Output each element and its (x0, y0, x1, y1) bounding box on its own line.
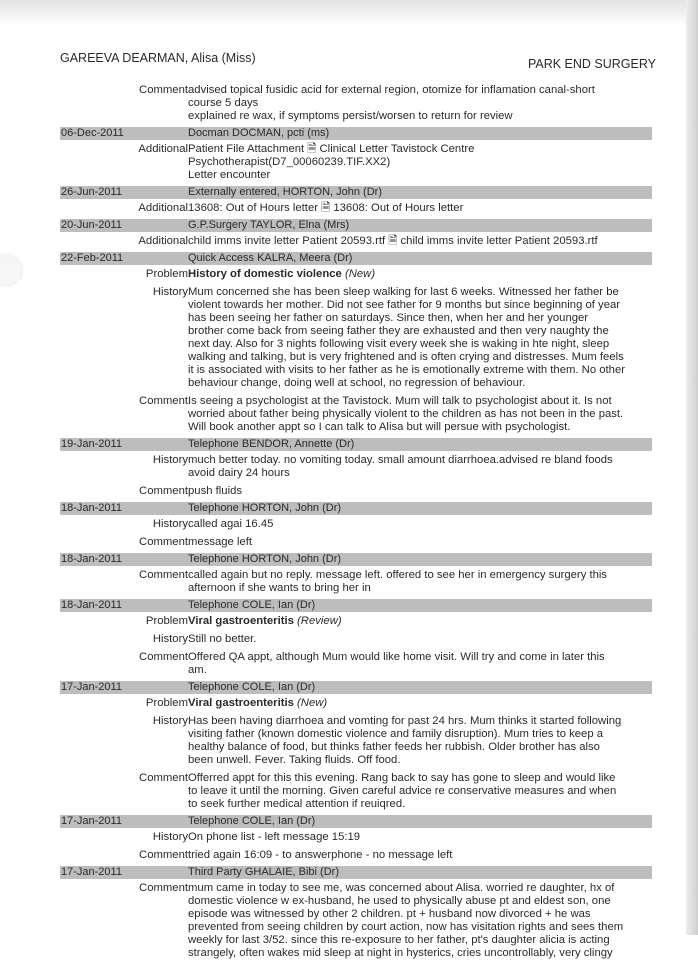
record-entry (60, 186, 652, 217)
row-text (188, 849, 652, 862)
entry-author: Telephone BENDOR, Annette (Dr) (188, 438, 355, 450)
entry-author: Telephone HORTON, John (Dr) (188, 502, 342, 514)
row-label: Comment (139, 651, 188, 663)
scan-shadow-top (0, 0, 698, 26)
row-text (188, 143, 652, 182)
record-entry (60, 502, 652, 551)
row-text-content: Has been having diarrhoea and vomting for past 24 hrs. Mum thinks it started following visiting father (known domestic violence and family disruption). Mum tries to keep a healthy balance of food, but thinks father feeds her rubbish. Older brother has also been unwell. Fever. Taking fluids. Off food. (188, 715, 622, 766)
entry-author: Externally entered, HORTON, John (Dr) (188, 186, 382, 198)
row-text-content: Patient File Attachment 🗎 Clinical Letter Tavistock Centre Psychotherapist(D7_00060239.TIF.XX2) Letter encounter (188, 143, 475, 181)
entry-row-comment (60, 648, 652, 679)
entry-date: 17-Jan-2011 (61, 815, 122, 827)
entry-row-history (60, 515, 652, 533)
row-label: History (152, 518, 188, 530)
row-text-content: Viral gastroenteritis (188, 615, 294, 627)
row-text (188, 715, 652, 767)
row-text (188, 569, 652, 595)
entry-row-history (60, 712, 652, 769)
entry-row-comment (60, 533, 652, 551)
row-text-content: called agai 16.45 (188, 518, 274, 530)
row-text (188, 518, 652, 531)
entry-row-comment (60, 566, 652, 597)
record-entry (60, 219, 652, 250)
row-label: History (152, 286, 188, 298)
row-label: Comment (139, 84, 188, 96)
row-text (188, 235, 652, 248)
entry-row-history (60, 630, 652, 648)
row-text-content: message left (188, 536, 253, 548)
record-entry (60, 599, 652, 679)
problem-status: (New) (297, 697, 328, 709)
row-label: Problem (145, 268, 188, 280)
row-label: Comment (139, 882, 188, 894)
row-text-content: 13608: Out of Hours letter 🗎 13608: Out of Hours letter (188, 202, 464, 214)
row-label: Problem (145, 697, 188, 709)
row-label: Comment (139, 485, 188, 497)
punch-hole (0, 255, 22, 285)
row-text-content: Offered QA appt, although Mum would like home visit. Will try and come in later this am. (188, 651, 605, 676)
problem-status: (Review) (297, 615, 342, 627)
problem-status: (New) (344, 268, 376, 280)
row-text (188, 202, 652, 215)
row-text-content: Is seeing a psychologist at the Tavistock. Mum will talk to psychologist about it. Is not worried about father being physically violent to the children as has not been in the past. Will book another appt so I can talk to Alisa but will persue with psychologist. (188, 395, 624, 433)
row-text (188, 454, 652, 480)
row-text-content: much better today. no vomiting today. small amount diarrhoea.advised re bland foods avoid dairy 24 hours (188, 454, 613, 479)
entry-row-comment (60, 482, 652, 500)
entry-date: 17-Jan-2011 (61, 681, 122, 693)
entry-author: Telephone HORTON, John (Dr) (188, 553, 342, 565)
row-text-content: mum came in today to see me, was concerned about Alisa. worried re daughter, hx of domestic violence w ex-husband, he used to physically abuse pt and eldest son, one episode was witnessed by other 2 children. pt + husband now divorced + he was prevented from seeing children by court action, now has visitation rights and sees them weekly for last 3/52. since this re-exposure to her father, pt's daughter alicia is acting strangely, often wakes mid sleep at night in hysterics, cries uncontrollably, very clingy (188, 882, 624, 959)
record-entry (60, 866, 652, 962)
row-label: Additional (138, 143, 188, 155)
row-text (188, 536, 652, 549)
row-text (188, 882, 652, 960)
row-text-content: push fluids (188, 485, 243, 497)
entry-row-problem (60, 265, 652, 283)
entry-date: 17-Jan-2011 (61, 866, 122, 878)
row-text-content: child imms invite letter Patient 20593.rtf 🗎 child imms invite letter Patient 20593.rtf (188, 235, 598, 247)
row-text (188, 831, 652, 844)
entry-row-comment (60, 846, 652, 864)
entry-header-bar (60, 186, 652, 199)
row-label: Additional (138, 235, 188, 247)
entry-date: 18-Jan-2011 (61, 553, 122, 565)
row-text (188, 615, 652, 628)
row-text (188, 697, 652, 710)
entry-date: 18-Jan-2011 (61, 502, 122, 514)
row-text (188, 286, 652, 390)
row-text-content: advised topical fusidic acid for external region, otomize for inflamation canal-short course 5 days explained re wax, if symptoms persist/worsen to return for review (188, 84, 595, 122)
entry-author: G.P.Surgery TAYLOR, Elna (Mrs) (188, 219, 350, 231)
surgery-name: PARK END SURGERY (527, 57, 656, 71)
entry-date: 20-Jun-2011 (61, 219, 122, 231)
entry-header-bar (60, 502, 652, 515)
row-label: History (152, 831, 188, 843)
entry-row-comment (60, 879, 652, 962)
row-label: Problem (145, 615, 188, 627)
row-text (188, 84, 652, 123)
entry-author: Telephone COLE, Ian (Dr) (188, 815, 316, 827)
row-text (188, 633, 652, 646)
record-entry (60, 681, 652, 813)
entry-date: 06-Dec-2011 (61, 127, 124, 139)
entry-row-comment (60, 81, 652, 125)
entry-header-bar (60, 219, 652, 232)
entry-row-comment (60, 769, 652, 813)
row-text-content: called again but no reply. message left. offered to see her in emergency surgery this afternoon if she wants to bring her in (188, 569, 608, 594)
patient-name: GAREEVA DEARMAN, Alisa (Miss) (60, 51, 256, 65)
record-entry (60, 127, 652, 184)
entry-header-bar (60, 681, 652, 694)
entry-row-comment (60, 392, 652, 436)
entry-header-bar (60, 252, 652, 265)
row-label: Comment (139, 536, 188, 548)
entry-date: 22-Feb-2011 (61, 252, 124, 264)
entry-date: 18-Jan-2011 (61, 599, 122, 611)
entry-row-history (60, 451, 652, 482)
row-label: History (152, 633, 188, 645)
row-text (188, 485, 652, 498)
entry-header-bar (60, 866, 652, 879)
row-text (188, 268, 652, 281)
row-label: Comment (139, 569, 188, 581)
row-text-content: On phone list - left message 15:19 (188, 831, 361, 843)
record-entry (60, 553, 652, 597)
row-label: History (152, 715, 188, 727)
entry-header-bar (60, 553, 652, 566)
entry-header-bar (60, 127, 652, 140)
record-entry (60, 252, 652, 436)
entry-author: Docman DOCMAN, pcti (ms) (188, 127, 330, 139)
row-label: Additional (138, 202, 188, 214)
entry-author: Telephone COLE, Ian (Dr) (188, 599, 316, 611)
entry-header-bar (60, 438, 652, 451)
row-text-content: Offerred appt for this this evening. Rang back to say has gone to sleep and would like to leave it until the morning. Given careful advice re conservative measures and when to seek further medical attention if reuiqred. (188, 772, 617, 810)
record-entry (60, 81, 652, 125)
entry-row-history (60, 828, 652, 846)
entry-row-history (60, 283, 652, 392)
entry-row-problem (60, 612, 652, 630)
entry-date: 26-Jun-2011 (61, 186, 122, 198)
entry-date: 19-Jan-2011 (61, 438, 122, 450)
entry-row-problem (60, 694, 652, 712)
row-label: Comment (139, 395, 188, 407)
entry-author: Third Party GHALAIE, Bibi (Dr) (188, 866, 339, 878)
entry-header-bar (60, 815, 652, 828)
entry-row-additional (60, 232, 652, 250)
row-text-content: Viral gastroenteritis (188, 697, 294, 709)
entry-row-additional (60, 140, 652, 184)
row-text (188, 395, 652, 434)
entry-header-bar (60, 599, 652, 612)
entry-row-additional (60, 199, 652, 217)
entry-author: Quick Access KALRA, Meera (Dr) (188, 252, 353, 264)
row-text (188, 651, 652, 677)
record-entry (60, 438, 652, 500)
row-text-content: Mum concerned she has been sleep walking for last 6 weeks. Witnessed her father be violent towards her mother. Did not see father for 9 months but since beginning of year has been seeing her father on saturdays. Since then, when her and her younger brother come back from seeing father they are exhausted and then very naughty the next day. Also for 3 nights following visit every week she is waking in hte night, sleep walking and talking, but is very frightened and is often crying and distresses. Mum feels it is associated with visits to her father as he is emotionally extreme with them. No other behaviour change, doing well at school, no regression of behaviour. (188, 286, 625, 389)
record-entry (60, 815, 652, 864)
consultation-records (60, 81, 652, 962)
row-text-content: History of domestic violence (188, 268, 342, 280)
row-label: History (152, 454, 188, 466)
page-header (60, 51, 656, 71)
row-text-content: tried again 16:09 - to answerphone - no message left (188, 849, 453, 861)
row-label: Comment (139, 772, 188, 784)
row-label: Comment (139, 849, 188, 861)
scan-shadow-right (686, 0, 698, 935)
entry-author: Telephone COLE, Ian (Dr) (188, 681, 316, 693)
row-text (188, 772, 652, 811)
row-text-content: Still no better. (188, 633, 257, 645)
